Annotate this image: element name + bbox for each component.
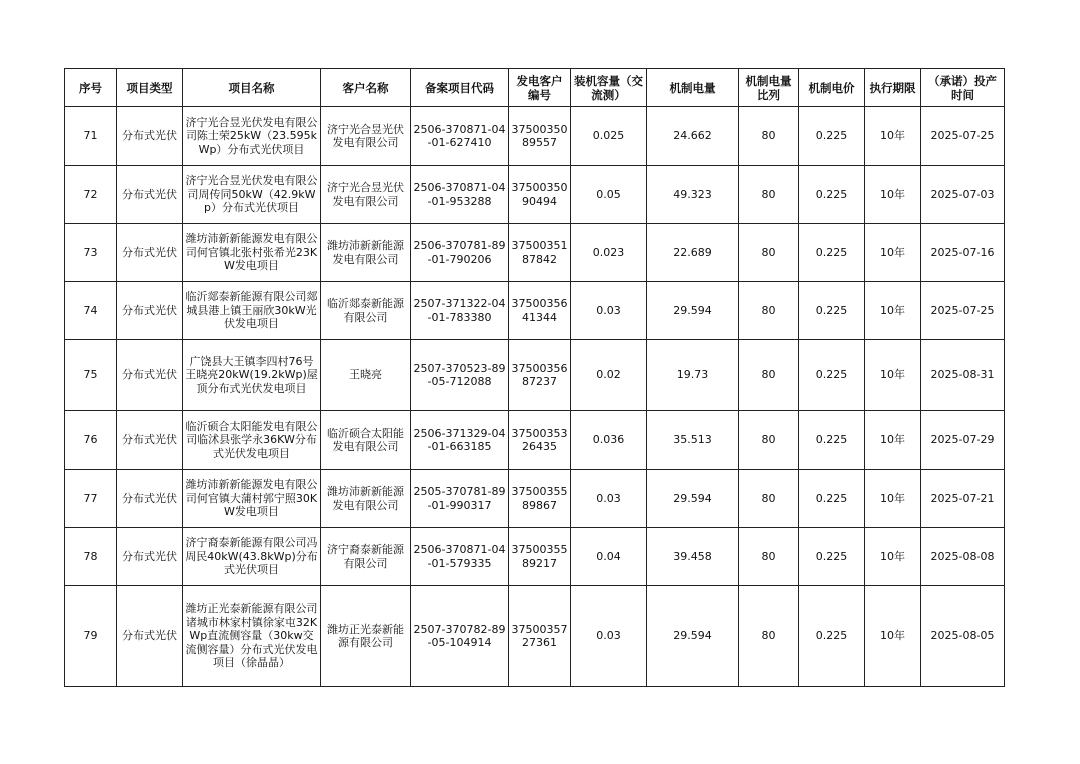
cell-energy: 39.458 [647, 528, 739, 586]
cell-name: 潍坊沛新新能源发电有限公司何官镇北张村张希光23KW发电项目 [183, 224, 321, 282]
cell-type: 分布式光伏 [117, 586, 183, 687]
cell-code: 2507-370523-89-05-712088 [411, 340, 509, 411]
cell-energy: 29.594 [647, 282, 739, 340]
cell-type: 分布式光伏 [117, 411, 183, 470]
cell-price: 0.225 [799, 107, 865, 166]
cell-energy: 19.73 [647, 340, 739, 411]
cell-code: 2506-370781-89-01-790206 [411, 224, 509, 282]
header-energy: 机制电量 [647, 69, 739, 107]
cell-price: 0.225 [799, 586, 865, 687]
cell-capacity: 0.03 [571, 586, 647, 687]
cell-price: 0.225 [799, 224, 865, 282]
cell-capacity: 0.03 [571, 470, 647, 528]
header-ratio: 机制电量比列 [739, 69, 799, 107]
cell-ratio: 80 [739, 282, 799, 340]
cell-price: 0.225 [799, 470, 865, 528]
table-header-row [65, 69, 1005, 107]
cell-date: 2025-08-31 [921, 340, 1005, 411]
cell-energy: 49.323 [647, 166, 739, 224]
header-date: （承诺）投产时间 [921, 69, 1005, 107]
cell-customer: 潍坊沛新新能源发电有限公司 [321, 224, 411, 282]
cell-date: 2025-08-08 [921, 528, 1005, 586]
header-type: 项目类型 [117, 69, 183, 107]
cell-name: 临沂郯泰新能源有限公司郯城县港上镇王丽欣30kW光伏发电项目 [183, 282, 321, 340]
cell-capacity: 0.04 [571, 528, 647, 586]
table-row [65, 340, 1005, 411]
cell-account: 3750035589217 [509, 528, 571, 586]
cell-ratio: 80 [739, 224, 799, 282]
cell-capacity: 0.05 [571, 166, 647, 224]
cell-date: 2025-07-25 [921, 282, 1005, 340]
cell-price: 0.225 [799, 411, 865, 470]
cell-customer: 潍坊沛新新能源发电有限公司 [321, 470, 411, 528]
cell-account: 3750035727361 [509, 586, 571, 687]
cell-ratio: 80 [739, 340, 799, 411]
cell-ratio: 80 [739, 470, 799, 528]
cell-ratio: 80 [739, 166, 799, 224]
header-code: 备案项目代码 [411, 69, 509, 107]
cell-seq: 75 [65, 340, 117, 411]
cell-code: 2506-371329-04-01-663185 [411, 411, 509, 470]
cell-date: 2025-07-03 [921, 166, 1005, 224]
cell-customer: 济宁光合昱光伏发电有限公司 [321, 166, 411, 224]
cell-code: 2507-371322-04-01-783380 [411, 282, 509, 340]
cell-date: 2025-07-29 [921, 411, 1005, 470]
cell-energy: 24.662 [647, 107, 739, 166]
cell-customer: 济宁光合昱光伏发电有限公司 [321, 107, 411, 166]
table-row [65, 224, 1005, 282]
header-account: 发电客户编号 [509, 69, 571, 107]
cell-code: 2506-370871-04-01-579335 [411, 528, 509, 586]
cell-date: 2025-07-25 [921, 107, 1005, 166]
cell-ratio: 80 [739, 586, 799, 687]
cell-seq: 71 [65, 107, 117, 166]
cell-price: 0.225 [799, 282, 865, 340]
cell-type: 分布式光伏 [117, 282, 183, 340]
table-row [65, 107, 1005, 166]
header-customer: 客户名称 [321, 69, 411, 107]
cell-account: 3750035589867 [509, 470, 571, 528]
cell-capacity: 0.023 [571, 224, 647, 282]
cell-seq: 79 [65, 586, 117, 687]
table-row [65, 528, 1005, 586]
cell-code: 2506-370871-04-01-627410 [411, 107, 509, 166]
header-period: 执行期限 [865, 69, 921, 107]
cell-name: 临沂硕合太阳能发电有限公司临沭县张学永36KW分布式光伏发电项目 [183, 411, 321, 470]
cell-energy: 35.513 [647, 411, 739, 470]
cell-period: 10年 [865, 107, 921, 166]
cell-account: 3750035326435 [509, 411, 571, 470]
header-seq: 序号 [65, 69, 117, 107]
cell-type: 分布式光伏 [117, 470, 183, 528]
cell-account: 3750035089557 [509, 107, 571, 166]
cell-capacity: 0.03 [571, 282, 647, 340]
cell-seq: 76 [65, 411, 117, 470]
cell-name: 济宁光合昱光伏发电有限公司陈士荣25kW（23.595kWp）分布式光伏项目 [183, 107, 321, 166]
cell-name: 济宁光合昱光伏发电有限公司周传同50kW（42.9kWp）分布式光伏项目 [183, 166, 321, 224]
cell-energy: 29.594 [647, 586, 739, 687]
cell-seq: 72 [65, 166, 117, 224]
cell-account: 3750035090494 [509, 166, 571, 224]
cell-customer: 王晓亮 [321, 340, 411, 411]
cell-type: 分布式光伏 [117, 340, 183, 411]
header-price: 机制电价 [799, 69, 865, 107]
cell-period: 10年 [865, 282, 921, 340]
table-row [65, 586, 1005, 687]
cell-period: 10年 [865, 411, 921, 470]
table-row [65, 411, 1005, 470]
cell-type: 分布式光伏 [117, 166, 183, 224]
cell-type: 分布式光伏 [117, 224, 183, 282]
cell-period: 10年 [865, 586, 921, 687]
cell-ratio: 80 [739, 528, 799, 586]
cell-period: 10年 [865, 340, 921, 411]
header-capacity: 装机容量（交流测） [571, 69, 647, 107]
cell-customer: 临沂硕合太阳能发电有限公司 [321, 411, 411, 470]
cell-period: 10年 [865, 470, 921, 528]
cell-capacity: 0.036 [571, 411, 647, 470]
cell-seq: 78 [65, 528, 117, 586]
table-row [65, 282, 1005, 340]
cell-energy: 29.594 [647, 470, 739, 528]
cell-capacity: 0.02 [571, 340, 647, 411]
cell-date: 2025-08-05 [921, 586, 1005, 687]
cell-code: 2507-370782-89-05-104914 [411, 586, 509, 687]
cell-customer: 济宁裔泰新能源有限公司 [321, 528, 411, 586]
project-table [64, 68, 1005, 687]
cell-energy: 22.689 [647, 224, 739, 282]
cell-date: 2025-07-21 [921, 470, 1005, 528]
cell-account: 3750035187842 [509, 224, 571, 282]
cell-code: 2505-370781-89-01-990317 [411, 470, 509, 528]
cell-period: 10年 [865, 166, 921, 224]
cell-name: 潍坊沛新新能源发电有限公司何官镇大蒲村郭宁照30KW发电项目 [183, 470, 321, 528]
cell-seq: 74 [65, 282, 117, 340]
cell-type: 分布式光伏 [117, 528, 183, 586]
cell-name: 潍坊正光泰新能源有限公司诸城市林家村镇徐家屯32KWp直流侧容量（30kw交流侧容量）分布式光伏发电项目（徐晶晶） [183, 586, 321, 687]
cell-date: 2025-07-16 [921, 224, 1005, 282]
header-name: 项目名称 [183, 69, 321, 107]
table-row [65, 470, 1005, 528]
cell-period: 10年 [865, 528, 921, 586]
cell-price: 0.225 [799, 166, 865, 224]
cell-type: 分布式光伏 [117, 107, 183, 166]
cell-code: 2506-370871-04-01-953288 [411, 166, 509, 224]
cell-name: 广饶县大王镇李四村76号王晓亮20kW(19.2kWp)屋顶分布式光伏发电项目 [183, 340, 321, 411]
cell-customer: 潍坊正光泰新能源有限公司 [321, 586, 411, 687]
cell-price: 0.225 [799, 528, 865, 586]
cell-ratio: 80 [739, 411, 799, 470]
cell-ratio: 80 [739, 107, 799, 166]
cell-account: 3750035641344 [509, 282, 571, 340]
cell-period: 10年 [865, 224, 921, 282]
cell-account: 3750035687237 [509, 340, 571, 411]
cell-price: 0.225 [799, 340, 865, 411]
table-row [65, 166, 1005, 224]
cell-seq: 73 [65, 224, 117, 282]
cell-capacity: 0.025 [571, 107, 647, 166]
cell-seq: 77 [65, 470, 117, 528]
cell-name: 济宁裔泰新能源有限公司冯周民40kW(43.8kWp)分布式光伏项目 [183, 528, 321, 586]
cell-customer: 临沂郯泰新能源有限公司 [321, 282, 411, 340]
